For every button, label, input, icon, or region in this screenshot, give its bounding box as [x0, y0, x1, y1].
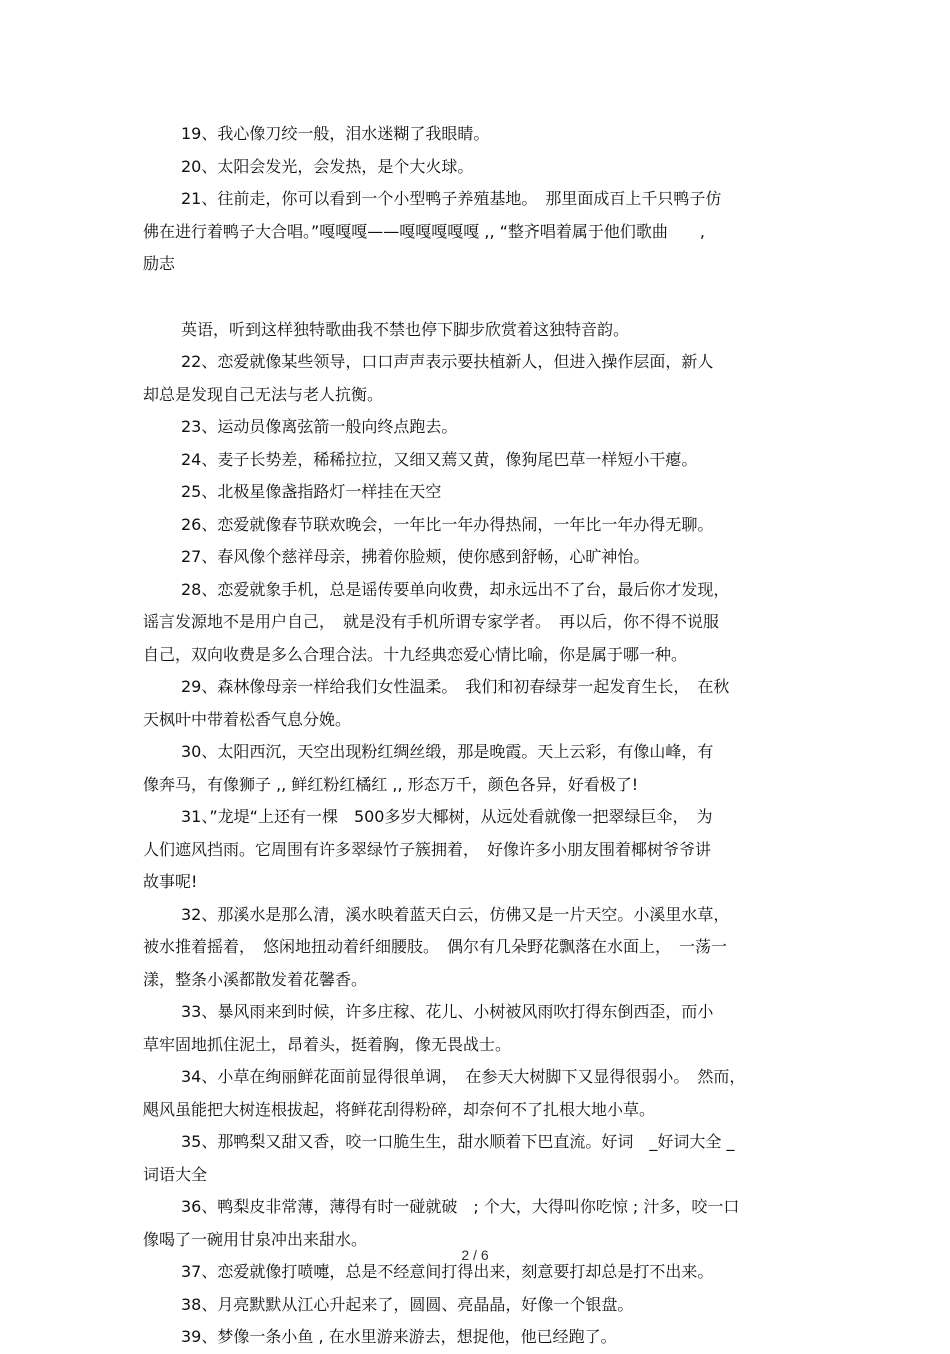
text-line: 被水推着摇着， 悠闲地扭动着纤细腰肢。 偶尔有几朵野花飘落在水面上， 一荡一	[143, 937, 728, 956]
text-line: 飓风虽能把大树连根拔起，将鲜花刮得粉碎，却奈何不了扎根大地小草。	[143, 1099, 656, 1119]
text-line: 21、往前走，你可以看到一个小型鸭子养殖基地。 那里面成百上千只鸭子仿	[181, 189, 722, 208]
text-line: 37、恋爱就像打喷嚏，总是不经意间打得出来，刻意要打却总是打不出来。	[181, 1262, 714, 1281]
text-line: 30、太阳西沉，天空出现粉红绸丝缎，那是晚霞。天上云彩，有像山峰，有	[181, 742, 714, 761]
text-line: 励志	[143, 254, 176, 273]
text-line: 24、麦子长势差，稀稀拉拉，又细又蔫又黄，像狗尾巴草一样短小干瘪。	[181, 449, 698, 469]
text-line: 草牢固地抓住泥土，昂着头，挺着胸，像无畏战士。	[143, 1034, 512, 1054]
text-line: 天枫叶中带着松香气息分娩。	[143, 709, 352, 729]
text-line: 人们遮风挡雨。它周围有许多翠绿竹子簇拥着， 好像许多小朋友围着椰树爷爷讲	[143, 839, 712, 859]
text-line: 25、北极星像盏指路灯一样挂在天空	[181, 482, 442, 501]
text-line: 23、运动员像离弦箭一般向终点跑去。	[181, 417, 458, 436]
text-line: 34、小草在绚丽鲜花面前显得很单调， 在参天大树脚下又显得很弱小。 然而，	[181, 1067, 746, 1086]
text-line: 39、梦像一条小鱼 , 在水里游来游去，想捉他，他已经跑了。	[181, 1327, 617, 1346]
text-line: 31、”龙堤“上还有一棵 500多岁大椰树，从远处看就像一把翠绿巨伞， 为	[181, 807, 713, 826]
text-line: 36、鸭梨皮非常薄，薄得有时一碰就破 ; 个大，大得叫你吃惊 ; 汁多，咬一口	[181, 1197, 740, 1216]
text-line: 佛在进行着鸭子大合唱。”嘎嘎嘎——嘎嘎嘎嘎嘎 ,, “整齐唱着属于他们歌曲 ,	[143, 221, 706, 241]
text-line: 33、暴风雨来到时候，许多庄稼、花儿、小树被风雨吹打得东倒西歪，而小	[181, 1002, 714, 1021]
text-line: 自己，双向收费是多么合理合法。十九经典恋爱心情比喻，你是属于哪一种。	[143, 644, 688, 664]
paragraph-gap	[143, 281, 815, 314]
text-line: 20、太阳会发光，会发热，是个大火球。	[181, 156, 474, 176]
text-line: 35、那鸭梨又甜又香，咬一口脆生生，甜水顺着下巴直流。好词 _好词大全 _	[181, 1132, 735, 1151]
text-line: 38、月亮默默从江心升起来了，圆圆、亮晶晶，好像一个银盘。	[181, 1294, 634, 1314]
text-line: 漾，整条小溪都散发着花馨香。	[143, 969, 368, 989]
page-number: 2 / 6	[461, 1247, 489, 1263]
text-line: 32、那溪水是那么清，溪水映着蓝天白云，仿佛又是一片天空。小溪里水草，	[181, 904, 730, 924]
text-line: 22、恋爱就像某些领导，口口声声表示要扶植新人，但进入操作层面，新人	[181, 352, 714, 371]
text-line: 故事呢!	[143, 872, 198, 891]
text-line: 19、我心像刀绞一般，泪水迷糊了我眼睛。	[181, 124, 490, 143]
page-body	[143, 118, 815, 1354]
text-line: 29、森林像母亲一样给我们女性温柔。 我们和初春绿芽一起发育生长， 在秋	[181, 677, 730, 696]
text-line: 28、恋爱就象手机，总是谣传要单向收费，却永远出不了台，最后你才发现，	[181, 579, 730, 599]
text-line: 词语大全	[143, 1164, 208, 1184]
text-line: 英语，听到这样独特歌曲我不禁也停下脚步欣赏着这独特音韵。	[181, 319, 630, 339]
text-line: 27、春风像个慈祥母亲，拂着你脸颊，使你感到舒畅，心旷神怡。	[181, 547, 650, 566]
text-line: 谣言发源地不是用户自己， 就是没有手机所谓专家学者。 再以后，你不得不说服	[143, 612, 720, 631]
text-line: 像喝了一碗用甘泉冲出来甜水。	[143, 1229, 368, 1249]
text-line: 却总是发现自己无法与老人抗衡。	[143, 384, 384, 404]
text-line: 像奔马，有像狮子 ,, 鲜红粉红橘红 ,, 形态万千，颜色各异，好看极了!	[143, 774, 639, 794]
text-line: 26、恋爱就像春节联欢晚会，一年比一年办得热闹，一年比一年办得无聊。	[181, 514, 714, 534]
